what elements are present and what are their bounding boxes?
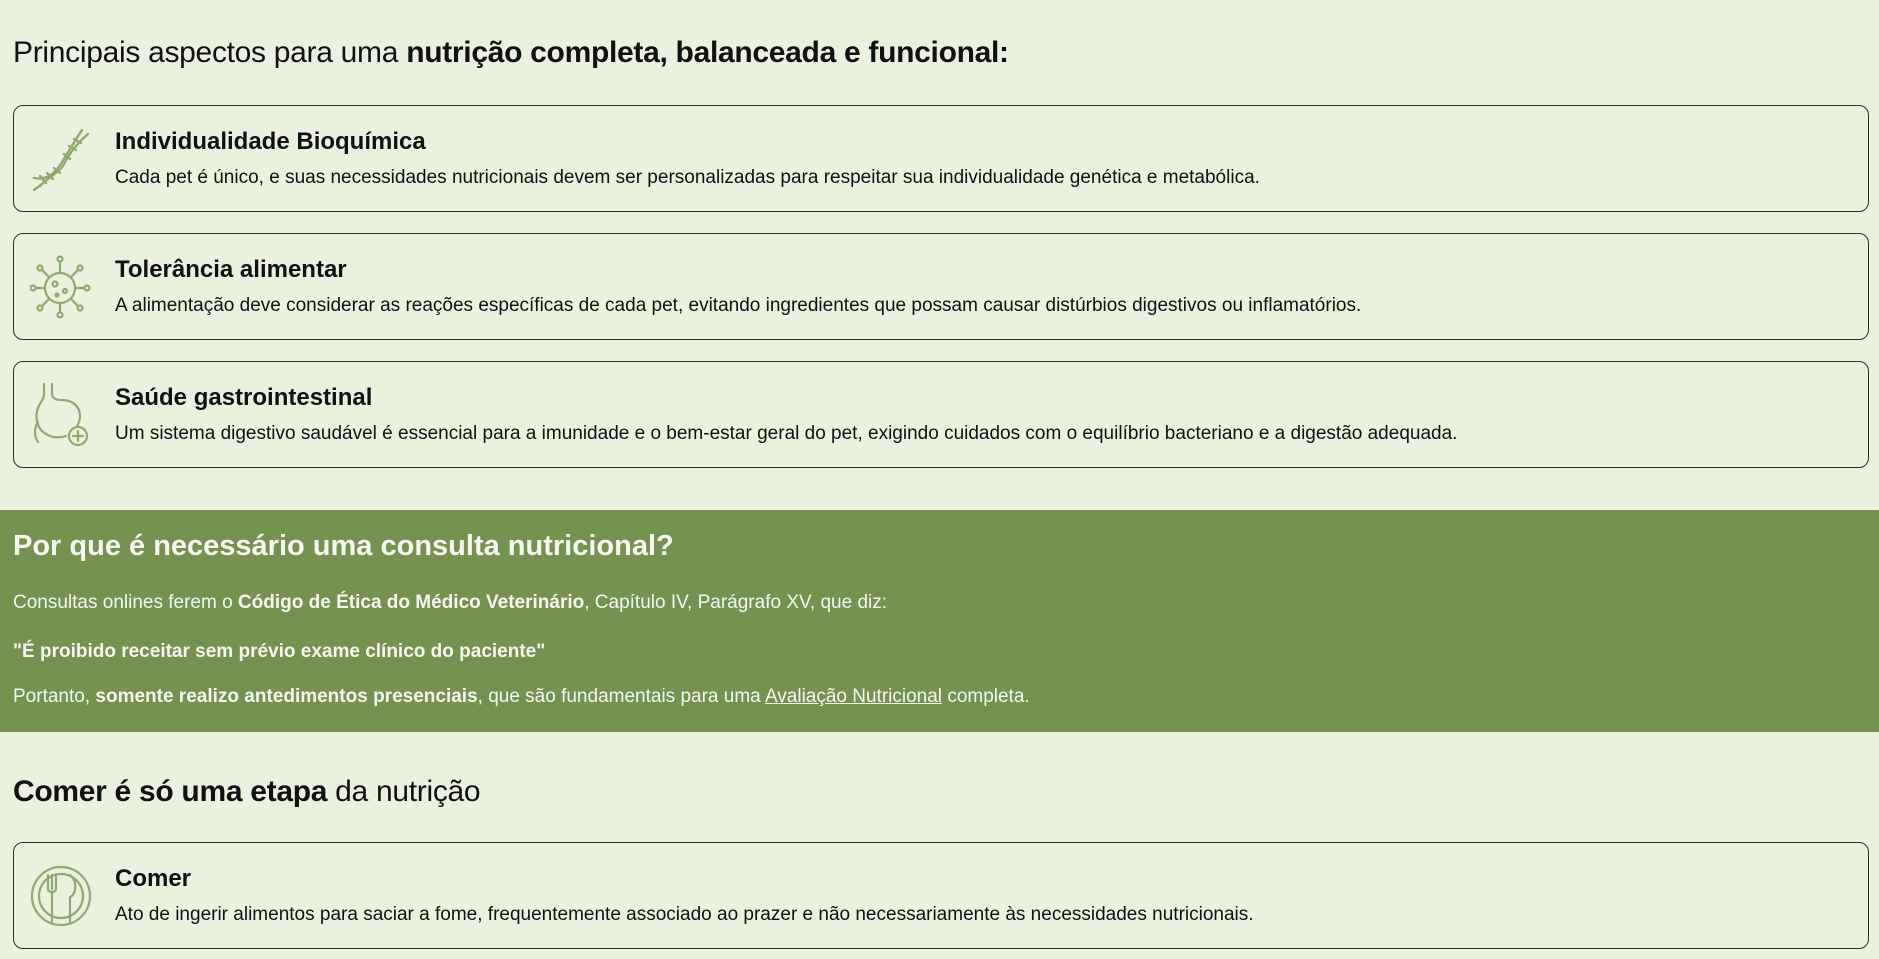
section-comer-heading [13, 774, 1866, 810]
consulta-line3-pre: Portanto, [13, 686, 91, 707]
consulta-line3-post: completa. [947, 686, 1030, 707]
card-title: Tolerância alimentar [115, 256, 347, 283]
heading-bold-text: Comer é só uma etapa [13, 775, 328, 808]
virus-icon [30, 254, 92, 320]
card-description: Um sistema digestivo saudável é essencial para a imunidade e o bem-estar geral do pet, exigindo cuidados com o equilíbrio bacteriano e a digestão adequada. [115, 423, 1458, 444]
consulta-line1-pre: Consultas onlines ferem o [13, 592, 233, 613]
consulta-line1-post: , Capítulo IV, Parágrafo XV, que diz: [584, 592, 888, 613]
consulta-quote [13, 640, 545, 664]
codigo-etica-text: Código de Ética do Médico Veterinário [237, 592, 585, 613]
quote-text: "É proibido receitar sem prévio exame clínico do paciente" [13, 641, 546, 662]
avaliacao-nutricional-link[interactable]: Avaliação Nutricional [764, 686, 943, 707]
card-description: Ato de ingerir alimentos para saciar a fome, frequentemente associado ao prazer e não necessariamente às necessidades nutricionais. [115, 904, 1254, 925]
dna-icon [30, 126, 92, 192]
consulta-line-atendimento [13, 685, 1030, 709]
section-comer [0, 774, 1879, 810]
heading-normal-text: da nutrição [335, 775, 481, 808]
plate-icon [30, 863, 92, 929]
card-description: A alimentação deve considerar as reações específicas de cada pet, evitando ingredientes que possam causar distúrbios digestivos ou inflamatórios. [115, 295, 1362, 316]
consulta-line-etica [13, 591, 887, 615]
card-tolerancia-alimentar [13, 233, 1869, 340]
card-title: Saúde gastrointestinal [115, 384, 373, 411]
heading-bold-text: nutrição completa, balanceada e funcional: [406, 36, 1009, 69]
atendimento-presencial-text: somente realizo antedimentos presenciais [95, 686, 478, 707]
section-aspectos [0, 35, 1879, 71]
card-title: Individualidade Bioquímica [115, 128, 426, 155]
card-description: Cada pet é único, e suas necessidades nutricionais devem ser personalizadas para respeitar sua individualidade genética e metabólica. [115, 167, 1260, 188]
card-title: Comer [115, 865, 192, 892]
consulta-section [0, 510, 1879, 732]
consulta-title: Por que é necessário uma consulta nutricional? [13, 530, 674, 562]
stomach-icon [30, 382, 92, 448]
card-individualidade-bioquimica [13, 105, 1869, 212]
consulta-line3-mid: , que são fundamentais para uma [477, 686, 761, 707]
section-aspectos-heading [13, 35, 1866, 71]
card-saude-gastrointestinal [13, 361, 1869, 468]
heading-normal-text: Principais aspectos para uma [13, 36, 399, 69]
card-comer [13, 842, 1869, 949]
